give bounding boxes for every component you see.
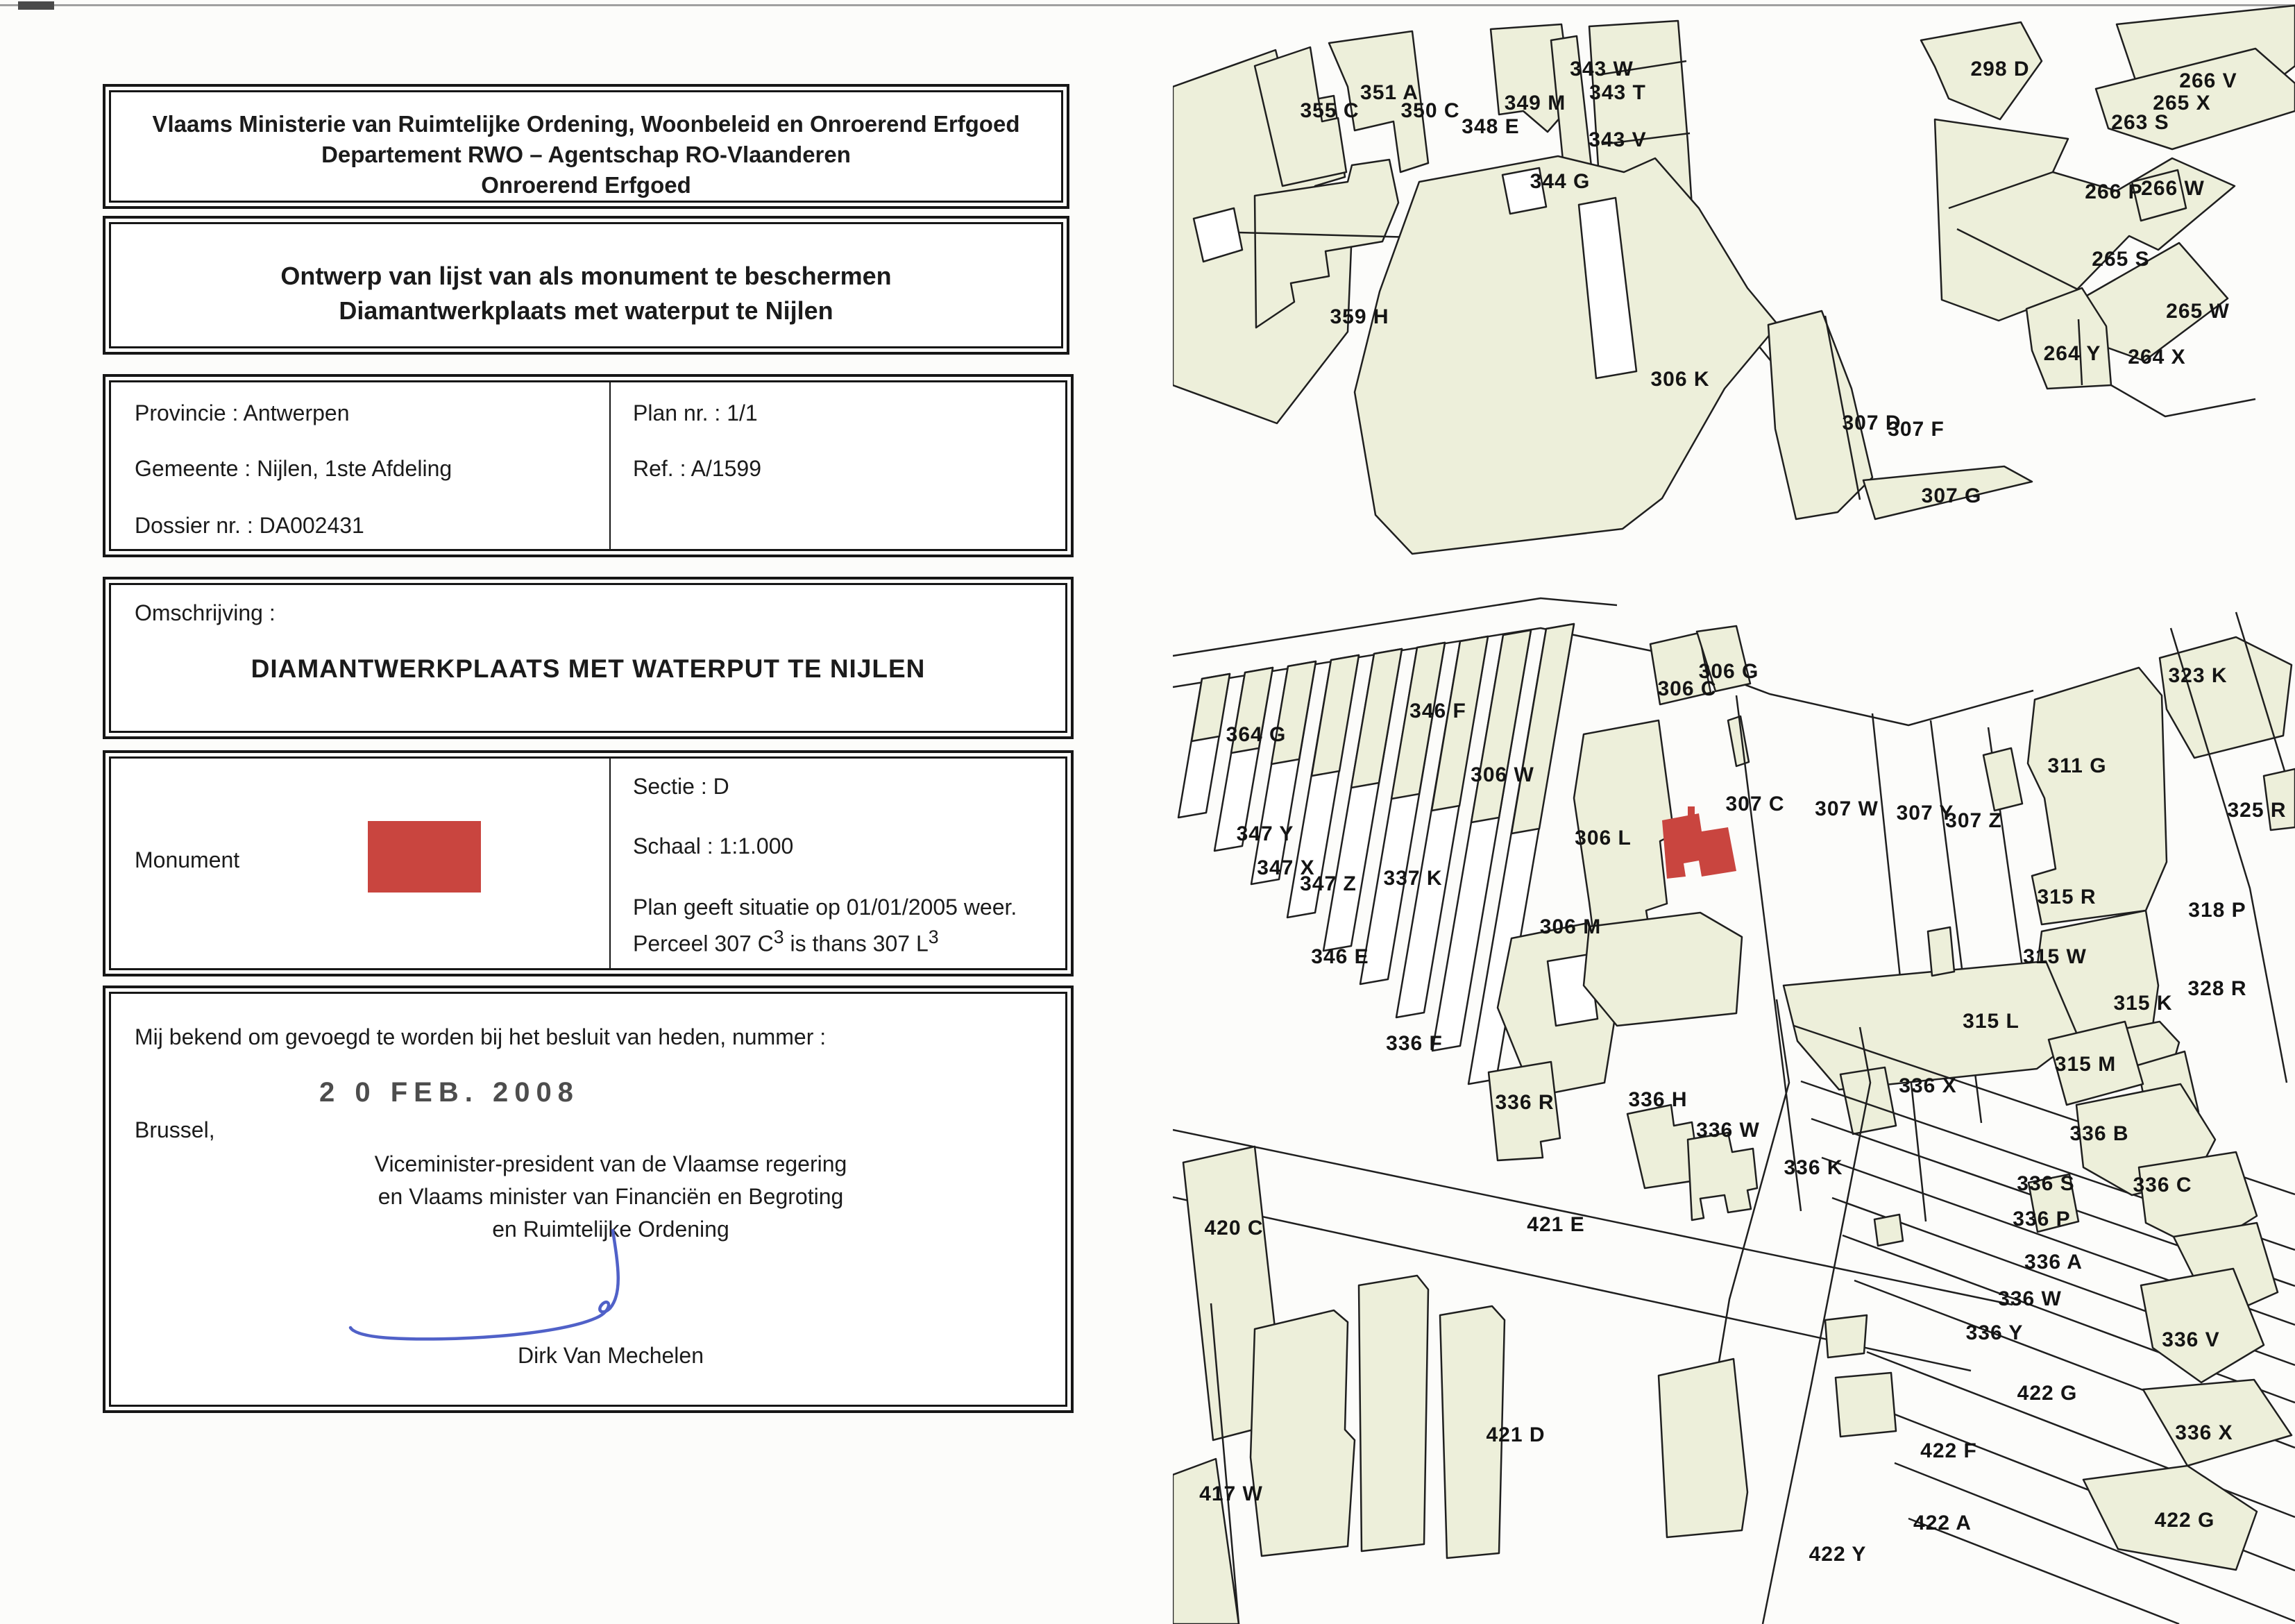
omschrijving-value: DIAMANTWERKPLAATS MET WATERPUT TE NIJLEN (251, 654, 926, 683)
parcel-label: 264 X (2128, 346, 2186, 369)
parcel-label: 266 W (2141, 177, 2205, 200)
ministry-line1: Vlaams Ministerie van Ruimtelijke Ordening, Woonbeleid en Onroerend Erfgoed (152, 111, 1020, 137)
minister-title-line3: en Ruimtelijke Ordening (492, 1217, 729, 1242)
schaal-row: Schaal : 1:1.000 (633, 834, 794, 858)
parcel-label: 336 S (2017, 1172, 2075, 1195)
signer-name: Dirk Van Mechelen (518, 1343, 704, 1368)
parcel-label: 336 X (1899, 1074, 1957, 1097)
parcel-label: 422 F (1920, 1439, 1977, 1462)
date-stamp: 2 0 FEB. 2008 (319, 1077, 579, 1108)
parcel-label: 306 L (1575, 827, 1632, 849)
parcel-label: 422 G (2017, 1382, 2078, 1405)
signature-box (109, 992, 1067, 1407)
parcel-label: 307 F (1888, 418, 1945, 441)
parcel-label: 307 C (1725, 793, 1785, 815)
legend-box (109, 756, 1067, 970)
dossier-row: Dossier nr. : DA002431 (135, 513, 364, 538)
parcel-label: 337 K (1383, 867, 1443, 890)
scan-artifact-mark (18, 1, 54, 10)
parcel-label: 417 W (1199, 1482, 1263, 1505)
parcel-label: 336 H (1628, 1088, 1688, 1111)
parcel-label: 298 D (1970, 58, 2030, 81)
plan-title-box (109, 222, 1063, 348)
parcel-label: 323 K (2168, 664, 2228, 687)
parcel-label: 336 R (1495, 1091, 1555, 1114)
parcel-label: 315 K (2113, 992, 2173, 1015)
omschrijving-label: Omschrijving : (135, 600, 276, 625)
parcel-label: 355 C (1300, 99, 1360, 122)
parcel-label: 265 W (2166, 300, 2230, 323)
parcel-label: 347 Z (1300, 872, 1357, 895)
gemeente-row: Gemeente : Nijlen, 1ste Afdeling (135, 456, 452, 481)
parcel-label: 422 Y (1809, 1543, 1867, 1566)
legend-box-divider (609, 759, 611, 968)
parcel-label: 346 E (1311, 945, 1369, 968)
parcel-label: 336 X (2175, 1421, 2233, 1444)
parcel-label: 336 W (1696, 1119, 1760, 1142)
parcel-label: 266 P (2085, 180, 2143, 203)
perceel-superscript-1: 3 (773, 927, 784, 947)
parcel-label: 325 R (2227, 799, 2287, 822)
ministry-line2: Departement RWO – Agentschap RO-Vlaanderen (321, 142, 851, 167)
parcel-label: 315 L (1963, 1010, 2019, 1033)
ref-row: Ref. : A/1599 (633, 456, 762, 481)
parcel-label: 421 D (1486, 1423, 1545, 1446)
parcel-label: 343 W (1570, 58, 1634, 81)
parcel-label: 306 G (1698, 660, 1759, 683)
info-box-divider (609, 382, 611, 549)
plan-title-line1: Ontwerp van lijst van als monument te beschermen (280, 262, 892, 290)
location-info-box (109, 380, 1067, 551)
parcel-label: 315 W (2023, 945, 2087, 968)
plan-title-line2: Diamantwerkplaats met waterput te Nijlen (339, 296, 833, 325)
parcel-label: 328 R (2187, 977, 2247, 1000)
parcel-label: 348 E (1462, 115, 1520, 138)
perceel-mid: is thans 307 L (784, 931, 929, 956)
city-label: Brussel, (135, 1117, 215, 1142)
parcel-label: 349 M (1504, 92, 1566, 115)
omschrijving-box (109, 583, 1067, 733)
parcel-label: 266 V (2179, 69, 2237, 92)
parcel-label: 311 G (2047, 754, 2107, 777)
parcel-label: 307 W (1815, 797, 1879, 820)
parcel-label: 265 X (2153, 92, 2211, 115)
parcel-label: 307 D (1842, 412, 1902, 434)
parcel-label: 315 R (2037, 886, 2097, 908)
situatie-row: Plan geeft situatie op 01/01/2005 weer. (633, 895, 1017, 920)
parcel-label: 422 A (1913, 1512, 1972, 1534)
parcel-label: 307 Y (1896, 802, 1954, 824)
parcel-label: 420 C (1204, 1217, 1264, 1240)
parcel-label: 264 Y (2043, 342, 2101, 365)
parcel-label: 336 K (1784, 1156, 1843, 1179)
plan-nr-row: Plan nr. : 1/1 (633, 400, 758, 425)
parcel-label: 336 V (2162, 1328, 2220, 1351)
ministry-header-box (109, 90, 1063, 203)
ministry-line3: Onroerend Erfgoed (481, 172, 691, 198)
parcel-label: 265 S (2092, 248, 2150, 271)
parcel-label: 307 G (1921, 484, 1982, 507)
parcel-label: 336 F (1386, 1032, 1443, 1055)
parcel-label: 346 F (1409, 700, 1466, 722)
parcel-label: 347 Y (1236, 822, 1294, 845)
provincie-row: Provincie : Antwerpen (135, 400, 350, 425)
parcel-label: 359 H (1330, 305, 1389, 328)
cadastral-map (1173, 0, 2295, 1624)
parcel-label: 344 G (1530, 170, 1591, 193)
parcel-label: 306 C (1657, 677, 1717, 700)
monument-label: Monument (135, 847, 240, 872)
sectie-row: Sectie : D (633, 774, 729, 799)
parcel-label: 343 T (1589, 81, 1646, 104)
parcel-label: 351 A (1360, 81, 1419, 104)
parcel-label: 318 P (2188, 899, 2246, 922)
minister-title-line2: en Vlaams minister van Financiën en Begroting (378, 1184, 844, 1209)
perceel-prefix: Perceel 307 C (633, 931, 774, 956)
parcel-label: 315 M (2054, 1053, 2117, 1076)
parcel-label: 306 M (1539, 915, 1602, 938)
signature-stroke (350, 1230, 618, 1339)
perceel-superscript-2: 3 (928, 927, 939, 947)
parcel-label: 307 Z (1945, 809, 2002, 832)
parcel-label: 336 W (1998, 1287, 2062, 1310)
parcel-label: 336 Y (1965, 1321, 2024, 1344)
parcel-label: 336 B (2069, 1122, 2129, 1145)
parcel-label: 421 E (1527, 1213, 1585, 1236)
parcel-label: 336 P (2013, 1208, 2071, 1230)
parcel-label: 350 C (1400, 99, 1460, 122)
parcel-label: 263 S (2111, 111, 2169, 134)
parcel-label: 306 K (1650, 368, 1710, 391)
parcel-label: 336 A (2024, 1251, 2083, 1274)
minister-title-line1: Viceminister-president van de Vlaamse regering (374, 1151, 847, 1176)
parcel-label: 306 W (1471, 763, 1534, 786)
parcel-label: 343 V (1589, 128, 1647, 151)
parcel-label: 336 C (2133, 1174, 2192, 1196)
signature-intro: Mij bekend om gevoegd te worden bij het besluit van heden, nummer : (135, 1024, 827, 1049)
perceel-row (633, 927, 939, 957)
parcel-label: 364 G (1226, 723, 1287, 746)
parcel-label: 422 G (2154, 1509, 2215, 1532)
parcel-label: 347 X (1257, 856, 1315, 879)
monument-color-swatch (368, 821, 481, 893)
parcel-labels-layer (1173, 0, 2295, 1624)
